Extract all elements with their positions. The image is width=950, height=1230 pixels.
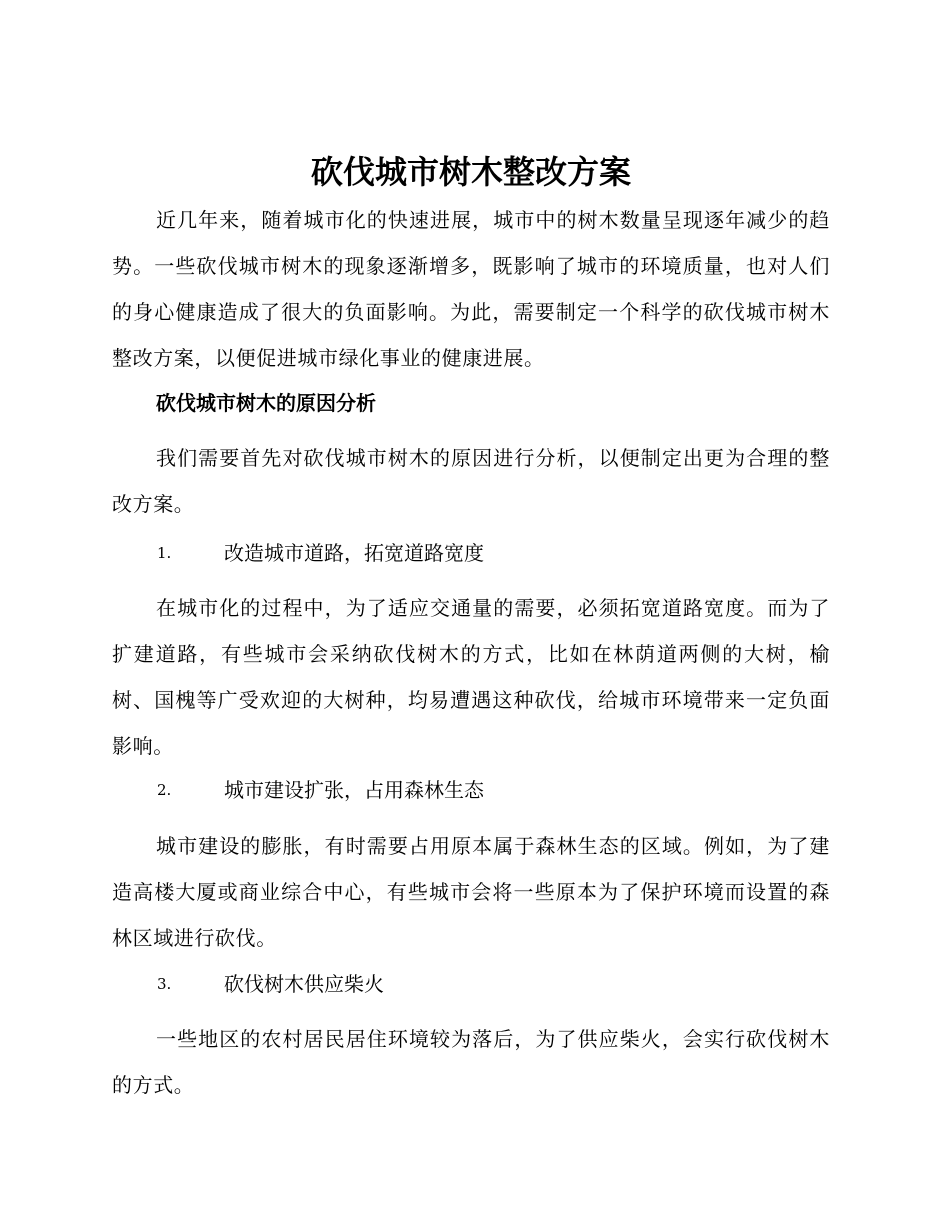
- section-lead-paragraph: 我们需要首先对砍伐城市树木的原因进行分析，以便制定出更为合理的整改方案。: [112, 446, 830, 516]
- document-title: 砍伐城市树木整改方案: [310, 153, 631, 191]
- list-item-title: 改造城市道路，拓宽道路宽度: [224, 541, 484, 565]
- list-item-number: 2.: [157, 781, 172, 799]
- intro-paragraph: 近几年来，随着城市化的快速进展，城市中的树木数量呈现逐年减少的趋势。一些砍伐城市树木的现象逐渐增多，既影响了城市的环境质量，也对人们的身心健康造成了很大的负面影响。为此，需要制定一个科学的砍伐城市树木整改方案，以便促进城市绿化事业的健康进展。: [112, 208, 830, 370]
- section-heading: 砍伐城市树木的原因分析: [156, 391, 376, 415]
- list-item-2-body: 城市建设的膨胀，有时需要占用原本属于森林生态的区域。例如，为了建造高楼大厦或商业综合中心，有些城市会将一些原本为了保护环境而设置的森林区域进行砍伐。: [112, 834, 830, 950]
- list-item-1-body: 在城市化的过程中，为了适应交通量的需要，必须拓宽道路宽度。而为了扩建道路，有些城市会采纳砍伐树木的方式，比如在林荫道两侧的大树，榆树、国槐等广受欢迎的大树种，均易遭遇这种砍伐，给城市环境带来一定负面影响。: [112, 596, 830, 758]
- list-item-number: 1.: [157, 544, 172, 562]
- list-item-number: 3.: [157, 975, 172, 993]
- list-item-title: 砍伐树木供应柴火: [224, 972, 384, 996]
- list-item-title: 城市建设扩张，占用森林生态: [224, 778, 484, 802]
- document-page: [112, 0, 830, 1230]
- list-item-3-body: 一些地区的农村居民居住环境较为落后，为了供应柴火，会实行砍伐树木的方式。: [112, 1027, 830, 1097]
